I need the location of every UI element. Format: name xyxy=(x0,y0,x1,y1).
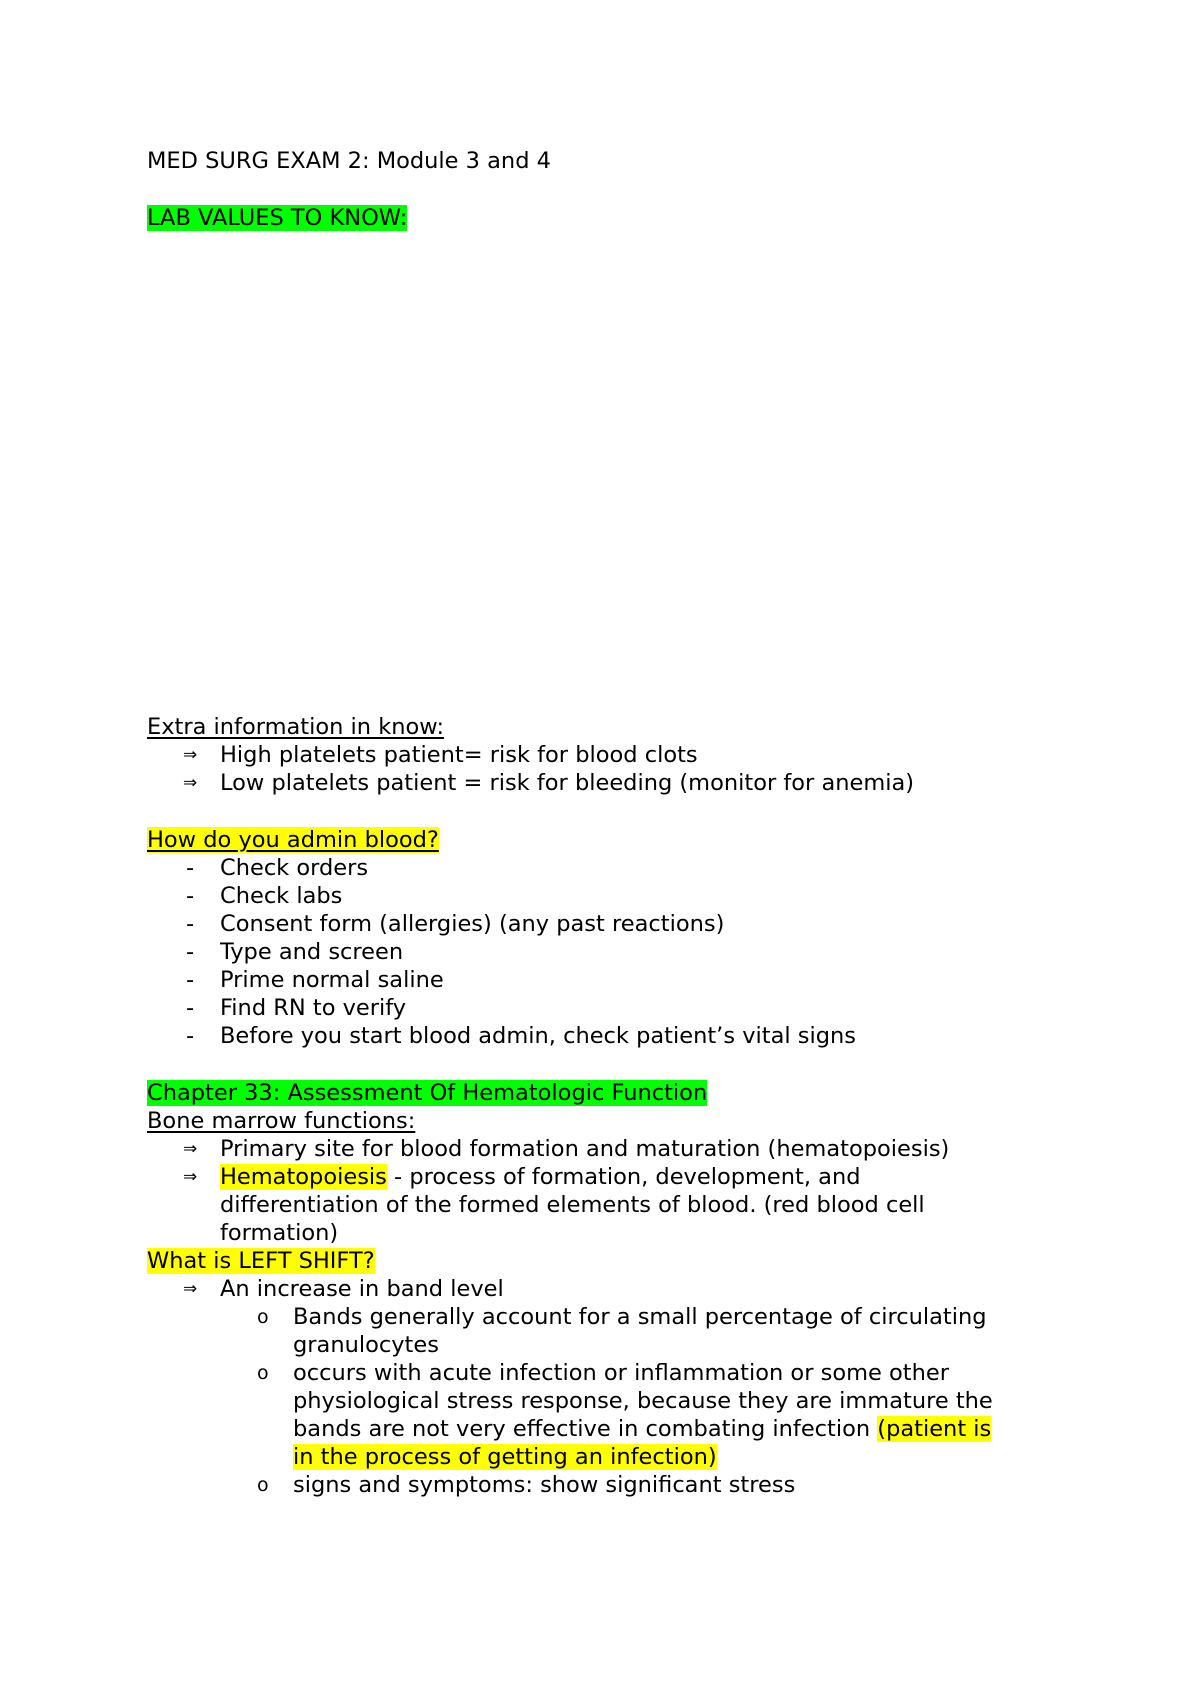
admin-step-2: Check labs xyxy=(220,883,343,909)
bone-marrow-heading: Bone marrow functions: xyxy=(147,1108,416,1134)
admin-step-7: Before you start blood admin, check patient’s vital signs xyxy=(220,1023,857,1049)
admin-blood-heading-text: How do you admin blood? xyxy=(147,827,439,853)
left-shift-sub-2-line-4 xyxy=(293,1443,717,1471)
dash-bullet-icon: - xyxy=(186,911,195,937)
admin-step-4: Type and screen xyxy=(220,939,404,965)
arrow-bullet-icon: ⇒ xyxy=(183,1139,198,1159)
arrow-bullet-icon: ⇒ xyxy=(183,1279,198,1299)
document-title: MED SURG EXAM 2: Module 3 and 4 xyxy=(147,148,551,174)
arrow-bullet-icon: ⇒ xyxy=(183,1167,198,1187)
left-shift-heading xyxy=(147,1247,375,1275)
left-shift-sub-2-highlight: (patient is xyxy=(877,1416,992,1442)
left-shift-sub-1: Bands generally account for a small percentage of circulating xyxy=(293,1304,987,1330)
chapter33-heading-text: Chapter 33: Assessment Of Hematologic Function xyxy=(147,1080,708,1106)
chapter33-heading xyxy=(147,1079,707,1107)
admin-step-3: Consent form (allergies) (any past reactions) xyxy=(220,911,725,937)
arrow-bullet-icon: ⇒ xyxy=(183,773,198,793)
dash-bullet-icon: - xyxy=(186,883,195,909)
arrow-bullet-icon: ⇒ xyxy=(183,745,198,765)
left-shift-sub-2: occurs with acute infection or inflammation or some other xyxy=(293,1360,949,1386)
left-shift-sub-1-line-2: granulocytes xyxy=(293,1332,439,1358)
circle-bullet-icon: o xyxy=(257,1306,269,1328)
left-shift-sub-2-line-2: physiological stress response, because they are immature the xyxy=(293,1388,993,1414)
admin-blood-heading xyxy=(147,826,439,854)
left-shift-heading-text: What is LEFT SHIFT? xyxy=(147,1248,375,1274)
extra-item-1: High platelets patient= risk for blood clots xyxy=(220,742,698,768)
extra-info-heading: Extra information in know: xyxy=(147,714,445,740)
bone-marrow-item-2 xyxy=(220,1163,861,1191)
dash-bullet-icon: - xyxy=(186,995,195,1021)
dash-bullet-icon: - xyxy=(186,855,195,881)
circle-bullet-icon: o xyxy=(257,1362,269,1384)
extra-item-2: Low platelets patient = risk for bleeding (monitor for anemia) xyxy=(220,770,915,796)
dash-bullet-icon: - xyxy=(186,939,195,965)
left-shift-item: An increase in band level xyxy=(220,1276,504,1302)
hematopoiesis-term: Hematopoiesis xyxy=(220,1164,387,1190)
left-shift-sub-2-line-3 xyxy=(293,1415,991,1443)
left-shift-sub-3: signs and symptoms: show significant stress xyxy=(293,1472,796,1498)
left-shift-sub-2-line-3-text: bands are not very effective in combating infection xyxy=(293,1416,878,1442)
lab-values-heading xyxy=(147,204,407,232)
dash-bullet-icon: - xyxy=(186,1023,195,1049)
bone-marrow-item-1: Primary site for blood formation and maturation (hematopoiesis) xyxy=(220,1136,950,1162)
dash-bullet-icon: - xyxy=(186,967,195,993)
bone-marrow-item-2-line-2: differentiation of the formed elements of blood. (red blood cell xyxy=(220,1192,925,1218)
bone-marrow-item-2-line-3: formation) xyxy=(220,1220,339,1246)
left-shift-sub-2-highlight-cont: in the process of getting an infection) xyxy=(293,1444,717,1470)
admin-step-1: Check orders xyxy=(220,855,369,881)
admin-step-6: Find RN to verify xyxy=(220,995,407,1021)
hematopoiesis-definition: - process of formation, development, and xyxy=(386,1164,861,1190)
admin-step-5: Prime normal saline xyxy=(220,967,444,993)
lab-values-heading-text: LAB VALUES TO KNOW: xyxy=(147,205,408,231)
circle-bullet-icon: o xyxy=(257,1474,269,1496)
